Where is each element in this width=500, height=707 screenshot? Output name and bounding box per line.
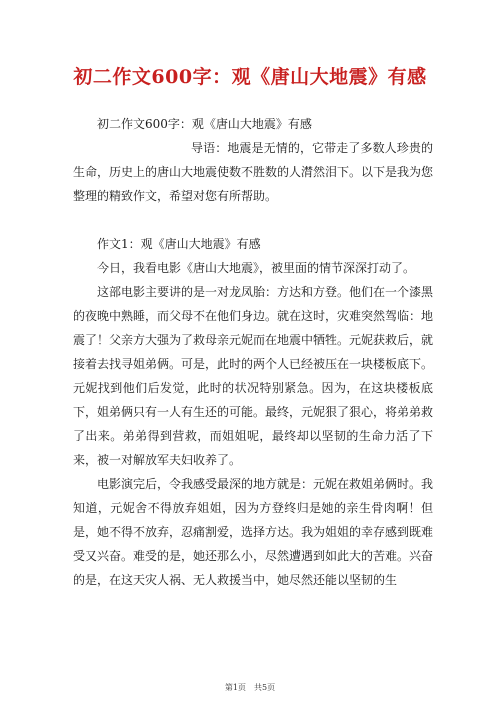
body-paragraph-2: 这部电影主要讲的是一对龙凤胎：方达和方登。他们在一个漆黑的夜晚中熟睡，而父母不在他们身边。就在这时，灾难突然驾临：地震了！父亲方大强为了救母亲元妮而在地震中牺牲。元妮获救后，就接着去找寻姐弟俩。可是，此时的两个人已经被压在一块楼板底下。元妮找到他们后发觉，此时的状况特别紧急。因为，在这块楼板底下，姐弟俩只有一人有生还的可能。最终，元妮狠了狠心，将弟弟救了出来。弟弟得到营救，而姐姐呢，最终却以坚韧的生命力活了下来，被一对解放军夫妇收养了。 <box>73 285 434 467</box>
page-footer: 第1页 共5页 <box>224 683 276 692</box>
document-body <box>73 112 433 592</box>
document-title: 初二作文600字：观《唐山大地震》有感 <box>73 66 427 88</box>
body-paragraph-1: 今日，我看电影《唐山大地震》，被里面的情节深深打动了。 <box>97 261 416 275</box>
paragraph-gap <box>73 208 433 232</box>
body-paragraph-3: 电影演完后，令我感受最深的地方就是：元妮在救姐弟俩时。我知道，元妮舍不得放弃姐姐，因为方登终归是她的亲生骨肉啊！但是，她不得不放弃，忍痛割爱，选择方达。我为姐姐的幸存感到既难受又兴奋。难受的是，她还那么小，尽然遭遇到如此大的苦难。兴奋的是，在这天灾人祸、无人救援当中，她尽然还能以坚韧的生 <box>73 477 434 587</box>
document-subtitle: 初二作文600字：观《唐山大地震》有感 <box>97 117 312 131</box>
intro-paragraph: 导语：地震是无情的，它带走了多数人珍贵的生命，历史上的唐山大地震使数不胜数的人潸然泪下。以下是我为您整理的精致作文，希望对您有所帮助。 <box>73 141 434 203</box>
essay-heading: 作文1：观《唐山大地震》有感 <box>97 237 261 251</box>
